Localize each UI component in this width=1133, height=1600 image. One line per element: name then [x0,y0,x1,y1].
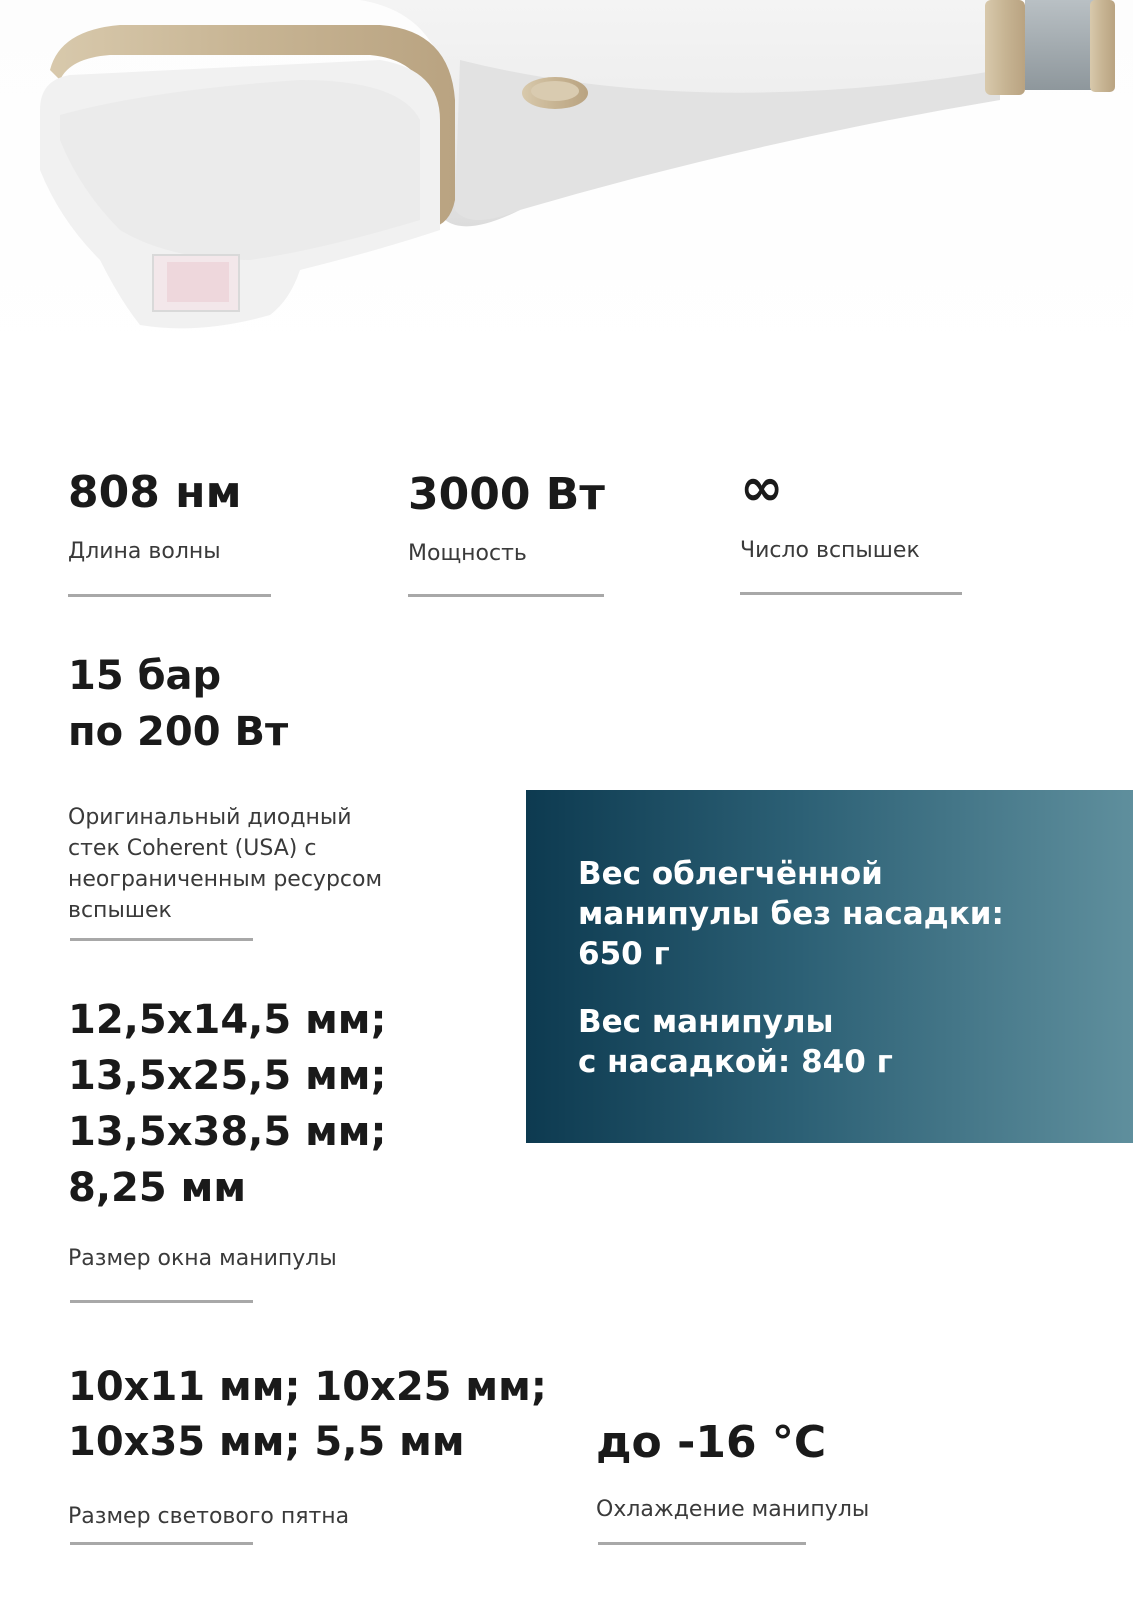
spec-flashes [740,458,920,563]
power-value: 3000 Вт [408,469,605,520]
window-value: 12,5х14,5 мм; 13,5х25,5 мм; 13,5х38,5 мм; 8,25 мм [68,997,387,1211]
divider [740,592,962,595]
wavelength-label: Длина волны [68,538,221,564]
spec-diode-bars [68,648,508,926]
cooling-value: до -16 °С [596,1417,827,1468]
divider [70,1542,253,1545]
spec-cooling [596,1418,869,1522]
weight-light: Вес облегчённой манипулы без насадки: 650 г [578,856,1004,972]
spec-power [408,470,605,566]
weight-panel [526,790,1133,1143]
divider [70,938,253,941]
power-label: Мощность [408,540,527,566]
cooling-label: Охлаждение манипулы [596,1496,870,1522]
divider [598,1542,806,1545]
spec-window-size [68,992,508,1271]
weight-with-tip: Вес манипулы с насадкой: 840 г [578,1004,893,1080]
spot-value: 10х11 мм; 10х25 мм; 10х35 мм; 5,5 мм [68,1364,547,1465]
wavelength-value: 808 нм [68,467,242,518]
divider [408,594,604,597]
divider [68,594,271,597]
infinity-icon: ∞ [740,458,784,518]
spec-spot-size [68,1360,548,1529]
spot-label: Размер светового пятна [68,1504,350,1529]
product-image [0,0,1133,380]
bars-value: 15 бар по 200 Вт [68,653,289,755]
spec-wavelength [68,468,242,564]
flashes-label: Число вспышек [740,538,920,563]
window-label: Размер окна манипулы [68,1246,337,1271]
bars-label: Оригинальный диодный стек Coherent (USA) с неограниченным ресурсом вспышек [68,805,383,923]
divider [70,1300,253,1303]
